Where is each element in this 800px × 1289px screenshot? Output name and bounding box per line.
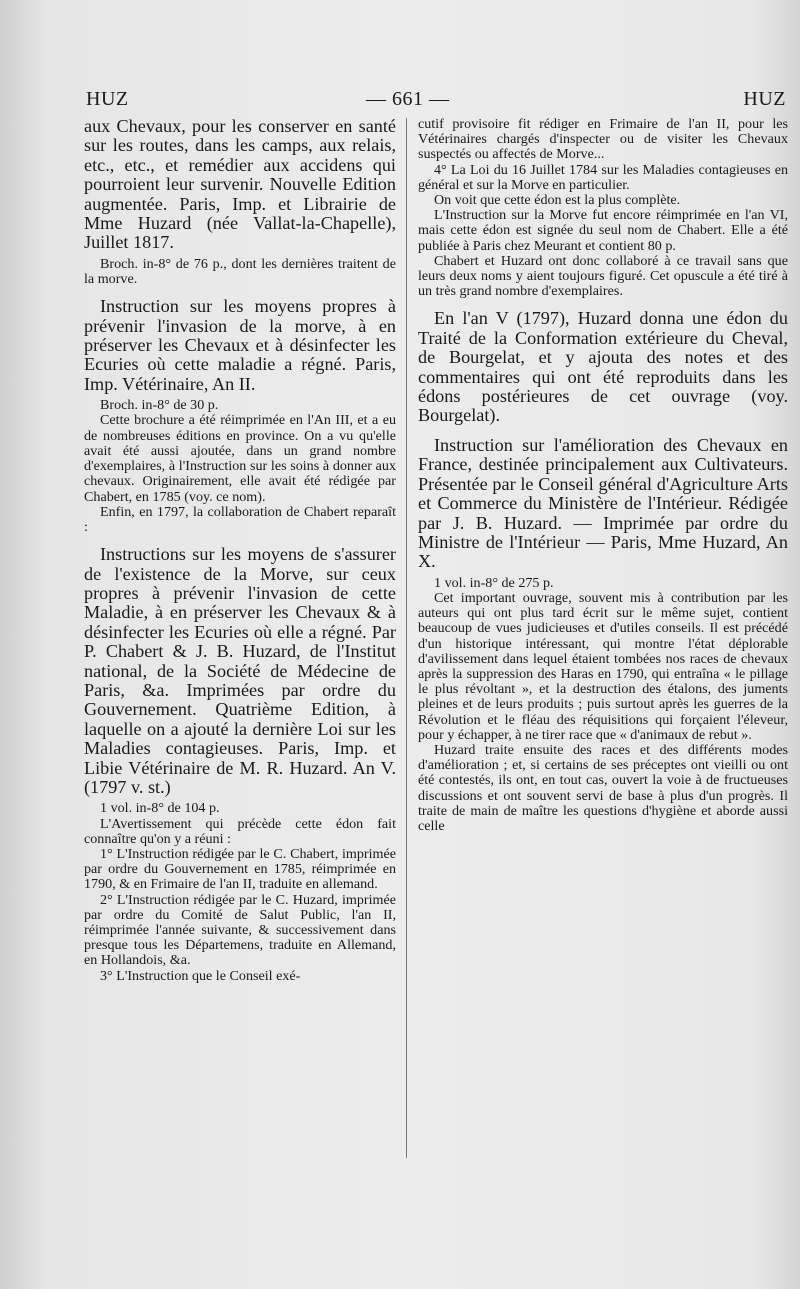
paragraph: Cet important ouvrage, souvent mis à contribution par les auteurs qui ont plus tard écrit sur le même sujet, contient beaucoup de vues judicieuses et d'utiles conseils. Il est précédé d'un historique intéressant, qui montre l'état déplorable d'avilissement dans lequel étaient tombées nos races de chevaux après la suppression des Haras en 1790, qui entraîna « le pillage le plus révoltant », et la destruction des étalons, des juments pleines et de leurs produits ; puis surtout après les guerres de la Révolution et le fléau des réquisitions qui forçaient l'éleveur, pour y échapper, à ne tirer race que « d'animaux de rebut ». <box>418 589 788 743</box>
left-column <box>84 117 396 984</box>
paragraph: On voit que cette édon est la plus complète. <box>434 192 681 209</box>
paragraph: Enfin, en 1797, la collaboration de Chabert reparaît : <box>84 503 396 535</box>
paragraph: Instruction sur les moyens propres à prévenir l'invasion de la morve, à en préserver les Chevaux et à désinfecter les Ecuries où cette maladie a régné. Paris, Imp. Vétérinaire, An II. <box>84 296 396 394</box>
paragraph: L'Instruction sur la Morve fut encore réimprimée en l'an VI, mais cette édon est signée du seul nom de Chabert. Elle a été publiée à Paris chez Meurant et contient 80 p. <box>418 207 788 254</box>
paragraph: Cette brochure a été réimprimée en l'An III, et a eu de nombreuses éditions en province. On a vu qu'elle avait été aussi ajoutée, dans un grand nombre d'exemplaires, à l'Instruction sur les soins à donner aux chevaux. Originairement, elle avait été rédigée par Chabert, en 1785 (voy. ce nom). <box>84 412 396 505</box>
paragraph: 1° L'Instruction rédigée par le C. Chabert, imprimée par ordre du Gouvernement en 1785, réimprimée en 1790, & en Frimaire de l'an II, traduite en allemand. <box>84 846 396 893</box>
paragraph: 4° La Loi du 16 Juillet 1784 sur les Maladies contagieuses en général et sur la Morve en particulier. <box>418 161 788 193</box>
paragraph: 1 vol. in-8° de 275 p. <box>434 574 554 591</box>
paragraph: Instructions sur les moyens de s'assurer de l'existence de la Morve, sur ceux propres à prévenir l'invasion de cette Maladie, à en préserver les Chevaux & à désinfecter les Ecuries où elle a régné. Par P. Chabert & J. B. Huzard, de l'Institut national, de la Société de Médecine de Paris, &a. Imprimées par ordre du Gouvernement. Quatrième Edition, à laquelle on a ajouté la dernière Loi sur les Maladies contagieuses. Paris, Imp. et Libie Vétérinaire de M. R. Huzard. An V. (1797 v. st.) <box>84 544 396 797</box>
paragraph: Chabert et Huzard ont donc collaboré à ce travail sans que leurs deux noms y aient toujours figuré. Cet opuscule a été tiré à un très grand nombre d'exemplaires. <box>418 252 788 300</box>
page-number: — 661 — <box>366 88 450 110</box>
paragraph: En l'an V (1797), Huzard donna une édon du Traité de la Conformation extérieure du Cheval, de Bourgelat, et y ajouta des notes et des commentaires qui ont été reproduits dans les édons postérieures de cet ouvrage (voy. Bourgelat). <box>418 308 788 426</box>
paragraph: Instruction sur l'amélioration des Chevaux en France, destinée principalement aux Cultivateurs. Présentée par le Conseil général d'Agriculture Arts et Commerce du Ministère de l'Intérieur. Rédigée par J. B. Huzard. — Imprimée par ordre du Ministre de l'Intérieur — Paris, Mme Huzard, An X. <box>418 434 788 572</box>
header-left: HUZ <box>86 88 129 110</box>
paragraph: 2° L'Instruction rédigée par le C. Huzard, imprimée par ordre du Comité de Salut Public, l'an II, réimprimée l'année suivante, & successivement dans presque tous les Départemens, traduite en Allemand, en Hollandois, &a. <box>84 891 396 969</box>
paragraph: L'Avertissement qui précède cette édon fait connaître qu'on y a réuni : <box>84 815 396 847</box>
right-column <box>418 117 788 834</box>
paragraph: 3° L'Instruction que le Conseil exé- <box>100 967 301 984</box>
paragraph: Broch. in-8° de 30 p. <box>100 397 219 414</box>
column-divider <box>406 118 407 1158</box>
header-right: HUZ <box>743 88 786 110</box>
paragraph: 1 vol. in-8° de 104 p. <box>100 800 220 817</box>
paragraph: aux Chevaux, pour les conserver en santé sur les routes, dans les camps, aux relais, etc., etc., et remédier aux accidens qui pourroient leur survenir. Nouvelle Edition augmentée. Paris, Imp. et Librairie de Mme Huzard (née Vallat-la-Chapelle), Juillet 1817. <box>84 116 396 253</box>
running-header <box>86 88 786 116</box>
paragraph: Huzard traite ensuite des races et des différents modes d'amélioration ; et, si certains de ses préceptes ont vieilli ou ont été contestés, ils ont, en tout cas, ouvert la voie à de fructueuses discussions et ont souvent servi de base à plus d'un progrès. Il traite de main de maître les questions d'hygiène et aborde aussi celle <box>418 741 788 834</box>
paragraph: Broch. in-8° de 76 p., dont les dernières traitent de la morve. <box>84 255 396 288</box>
paragraph: cutif provisoire fit rédiger en Frimaire de l'an II, pour les Vétérinaires chargés d'inspecter ou de visiter les Chevaux suspectés ou affectés de Morve... <box>418 116 788 163</box>
